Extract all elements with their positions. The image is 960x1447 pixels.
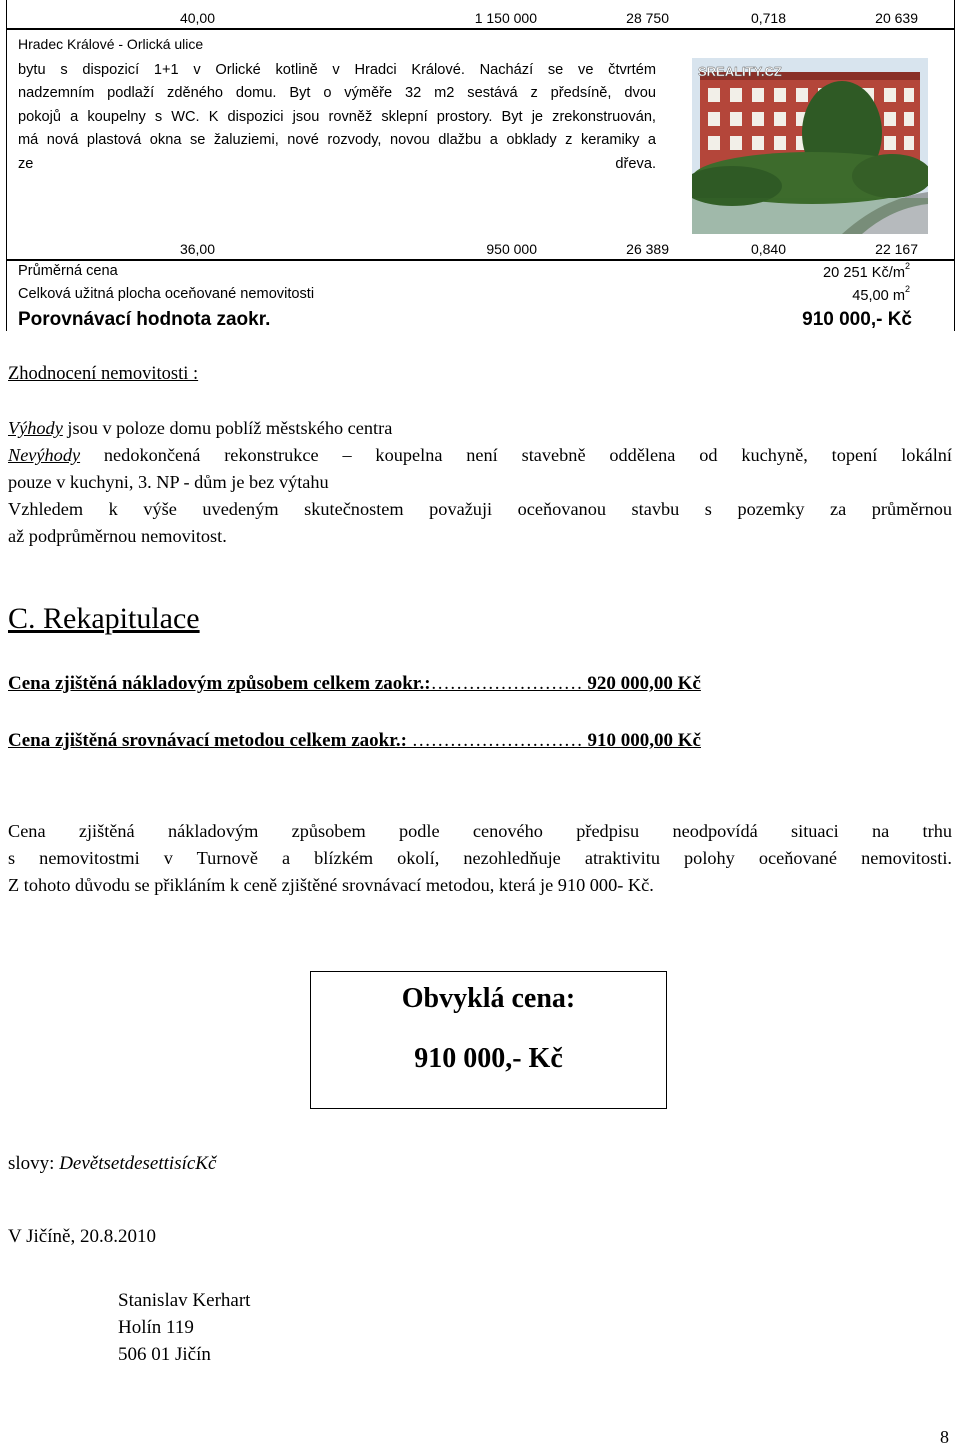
signature-city: 506 01 Jičín (118, 1344, 211, 1365)
cell-adjusted: 22 167 (875, 241, 918, 257)
table-divider (6, 28, 955, 30)
usual-price-box (310, 971, 667, 1109)
cell-coefficient: 0,718 (750, 10, 786, 26)
recap-note (8, 818, 952, 899)
conclusion-line-2: až podprůměrnou nemovitost. (8, 526, 227, 546)
cell-coefficient: 0,840 (750, 241, 786, 257)
description-line: má nová plastová okna se žaluziemi, nové rozvody, novou dlažbu a obklady z keramiky a (18, 132, 656, 149)
description-line: pokojů a koupelny s WC. K dispozici jsou rovněž sklepní prostory. Byt je zrekonstruován, (18, 108, 656, 125)
cost-method-value: 920 000,00 Kč (582, 673, 701, 694)
cell-adjusted: 20 639 (875, 10, 918, 26)
evaluation-text (8, 415, 952, 550)
cell-price: 1 150 000 (474, 10, 537, 26)
cell-area: 36,00 (179, 241, 215, 257)
total-area-value: 45,00 $m^2$ (852, 284, 910, 304)
note-line: Cena zjištěná nákladovým způsobem podle cenového předpisu neodpovídá situaci na trhu (8, 821, 952, 841)
cost-method-row: Cena zjištěná nákladovým způsobem celkem zaokr.:…………………… 920 000,00 Kč (8, 673, 701, 694)
description-line: nadzemním podlaží zděného domu. Byt o výměře 32 m2 sestává z předsíně, dvou (18, 85, 656, 102)
comparison-method-value: 910 000,00 Kč (582, 730, 701, 751)
cell-unit-price: 26 389 (626, 241, 669, 257)
conclusion-line: Vzhledem k výše uvedeným skutečnostem považuji oceňovanou stavbu s pozemky za průměrnou (8, 499, 952, 519)
cell-area: 40,00 (179, 10, 215, 26)
property-photo (692, 58, 928, 234)
description-line: bytu s dispozicí 1+1 v Orlické kotlině v Hradci Králové. Nachází se ve čtvrtém (18, 62, 656, 78)
disadvantages-line: Nevýhody nedokončená rekonstrukce – koupelna není stavebně oddělena od kuchyně, topení lokální (8, 445, 952, 465)
photo-watermark: SREALITY.CZ (698, 64, 782, 79)
advantages-line: Výhody jsou v poloze domu poblíž městského centra (8, 418, 393, 438)
price-in-words (8, 1153, 216, 1175)
average-price-value: 20 251 $Kč/m^2$ (823, 261, 910, 281)
property-location: Hradec Králové - Orlická ulice (18, 36, 204, 52)
words-value: DevětsetdesettisícKč (59, 1153, 217, 1174)
recap-title: C. Rekapitulace (8, 602, 200, 635)
evaluation-heading: Zhodnocení nemovitosti : (8, 364, 199, 384)
table-divider (6, 259, 955, 261)
usual-price-value: 910 000,- Kč (414, 1043, 563, 1074)
note-line: Z tohoto důvodu se přikláním k ceně zjištěné srovnávací metodou, která je 910 000- Kč. (8, 875, 654, 895)
comparison-method-label: Cena zjištěná srovnávací metodou celkem zaokr.: (8, 730, 407, 751)
place-date: V Jičíně, 20.8.2010 (8, 1226, 156, 1247)
total-area-label: Celková užitná plocha oceňované nemovitosti (18, 286, 315, 302)
advantages-label: Výhody (8, 418, 63, 438)
signature-name: Stanislav Kerhart (118, 1290, 251, 1311)
page-number: 8 (940, 1427, 949, 1447)
description-line: ze dřeva. (18, 155, 656, 172)
cell-price: 950 000 (486, 241, 537, 257)
property-description (18, 59, 656, 176)
usual-price-label: Obvyklá cena: (401, 983, 576, 1014)
cost-method-label: Cena zjištěná nákladovým způsobem celkem zaokr.: (8, 673, 431, 694)
note-line: s nemovitostmi v Turnově a blízkém okolí, nezohledňuje atraktivitu polohy oceňované nemovitosti. (8, 848, 952, 868)
comparison-value-label: Porovnávací hodnota zaokr. (18, 309, 271, 330)
signature-street: Holín 119 (118, 1317, 194, 1338)
cell-unit-price: 28 750 (626, 10, 669, 26)
comparison-value: 910 000,- Kč (802, 309, 912, 330)
average-price-label: Průměrná cena (18, 263, 118, 279)
words-label: slovy: (8, 1153, 60, 1174)
disadvantages-label: Nevýhody (8, 445, 81, 465)
disadvantages-line-2: pouze v kuchyni, 3. NP - dům je bez výtahu (8, 472, 329, 492)
comparison-method-row: Cena zjištěná srovnávací metodou celkem zaokr.: ……………………… 910 000,00 Kč (8, 730, 701, 751)
